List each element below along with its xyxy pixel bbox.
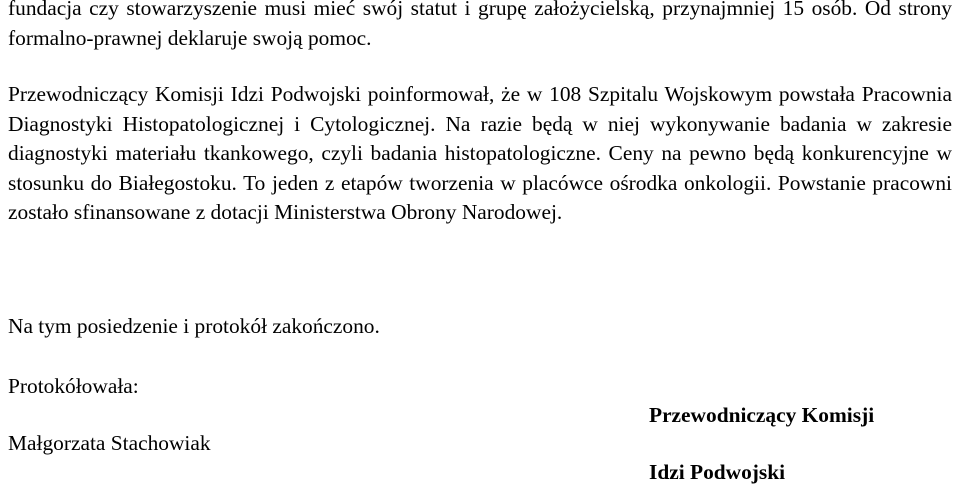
closing-statement: Na tym posiedzenie i protokół zakończono. [8,314,380,338]
recorder-label: Protokółowała: [8,374,139,398]
paragraph-pathology-lab: Przewodniczący Komisji Idzi Podwojski poinformował, że w 108 Szpitalu Wojskowym powstała Pracownia Diagnostyki Histopatologicznej i Cytologicznej. Na razie będą w niej wykonywanie badania w zakresie diagnostyki materiału tkankowego, czyli badania histopatologiczne. Ceny na pewno będą konkurencyjne w stosunku do Białegostoku. To jeden z etapów tworzenia w placówce ośrodka onkologii. Powstanie pracowni zostało sfinansowane z dotacji Ministerstwa Obrony Narodowej. [8,82,952,224]
chair-name: Idzi Podwojski [649,460,786,484]
paragraph-statute: fundacja czy stowarzyszenie musi mieć swój statut i grupę założycielską, przynajmniej 15 osób. Od strony formalno-prawnej deklaruje swoją pomoc. [8,0,952,50]
recorder-name: Małgorzata Stachowiak [8,431,211,455]
chair-title: Przewodniczący Komisji [649,403,875,427]
